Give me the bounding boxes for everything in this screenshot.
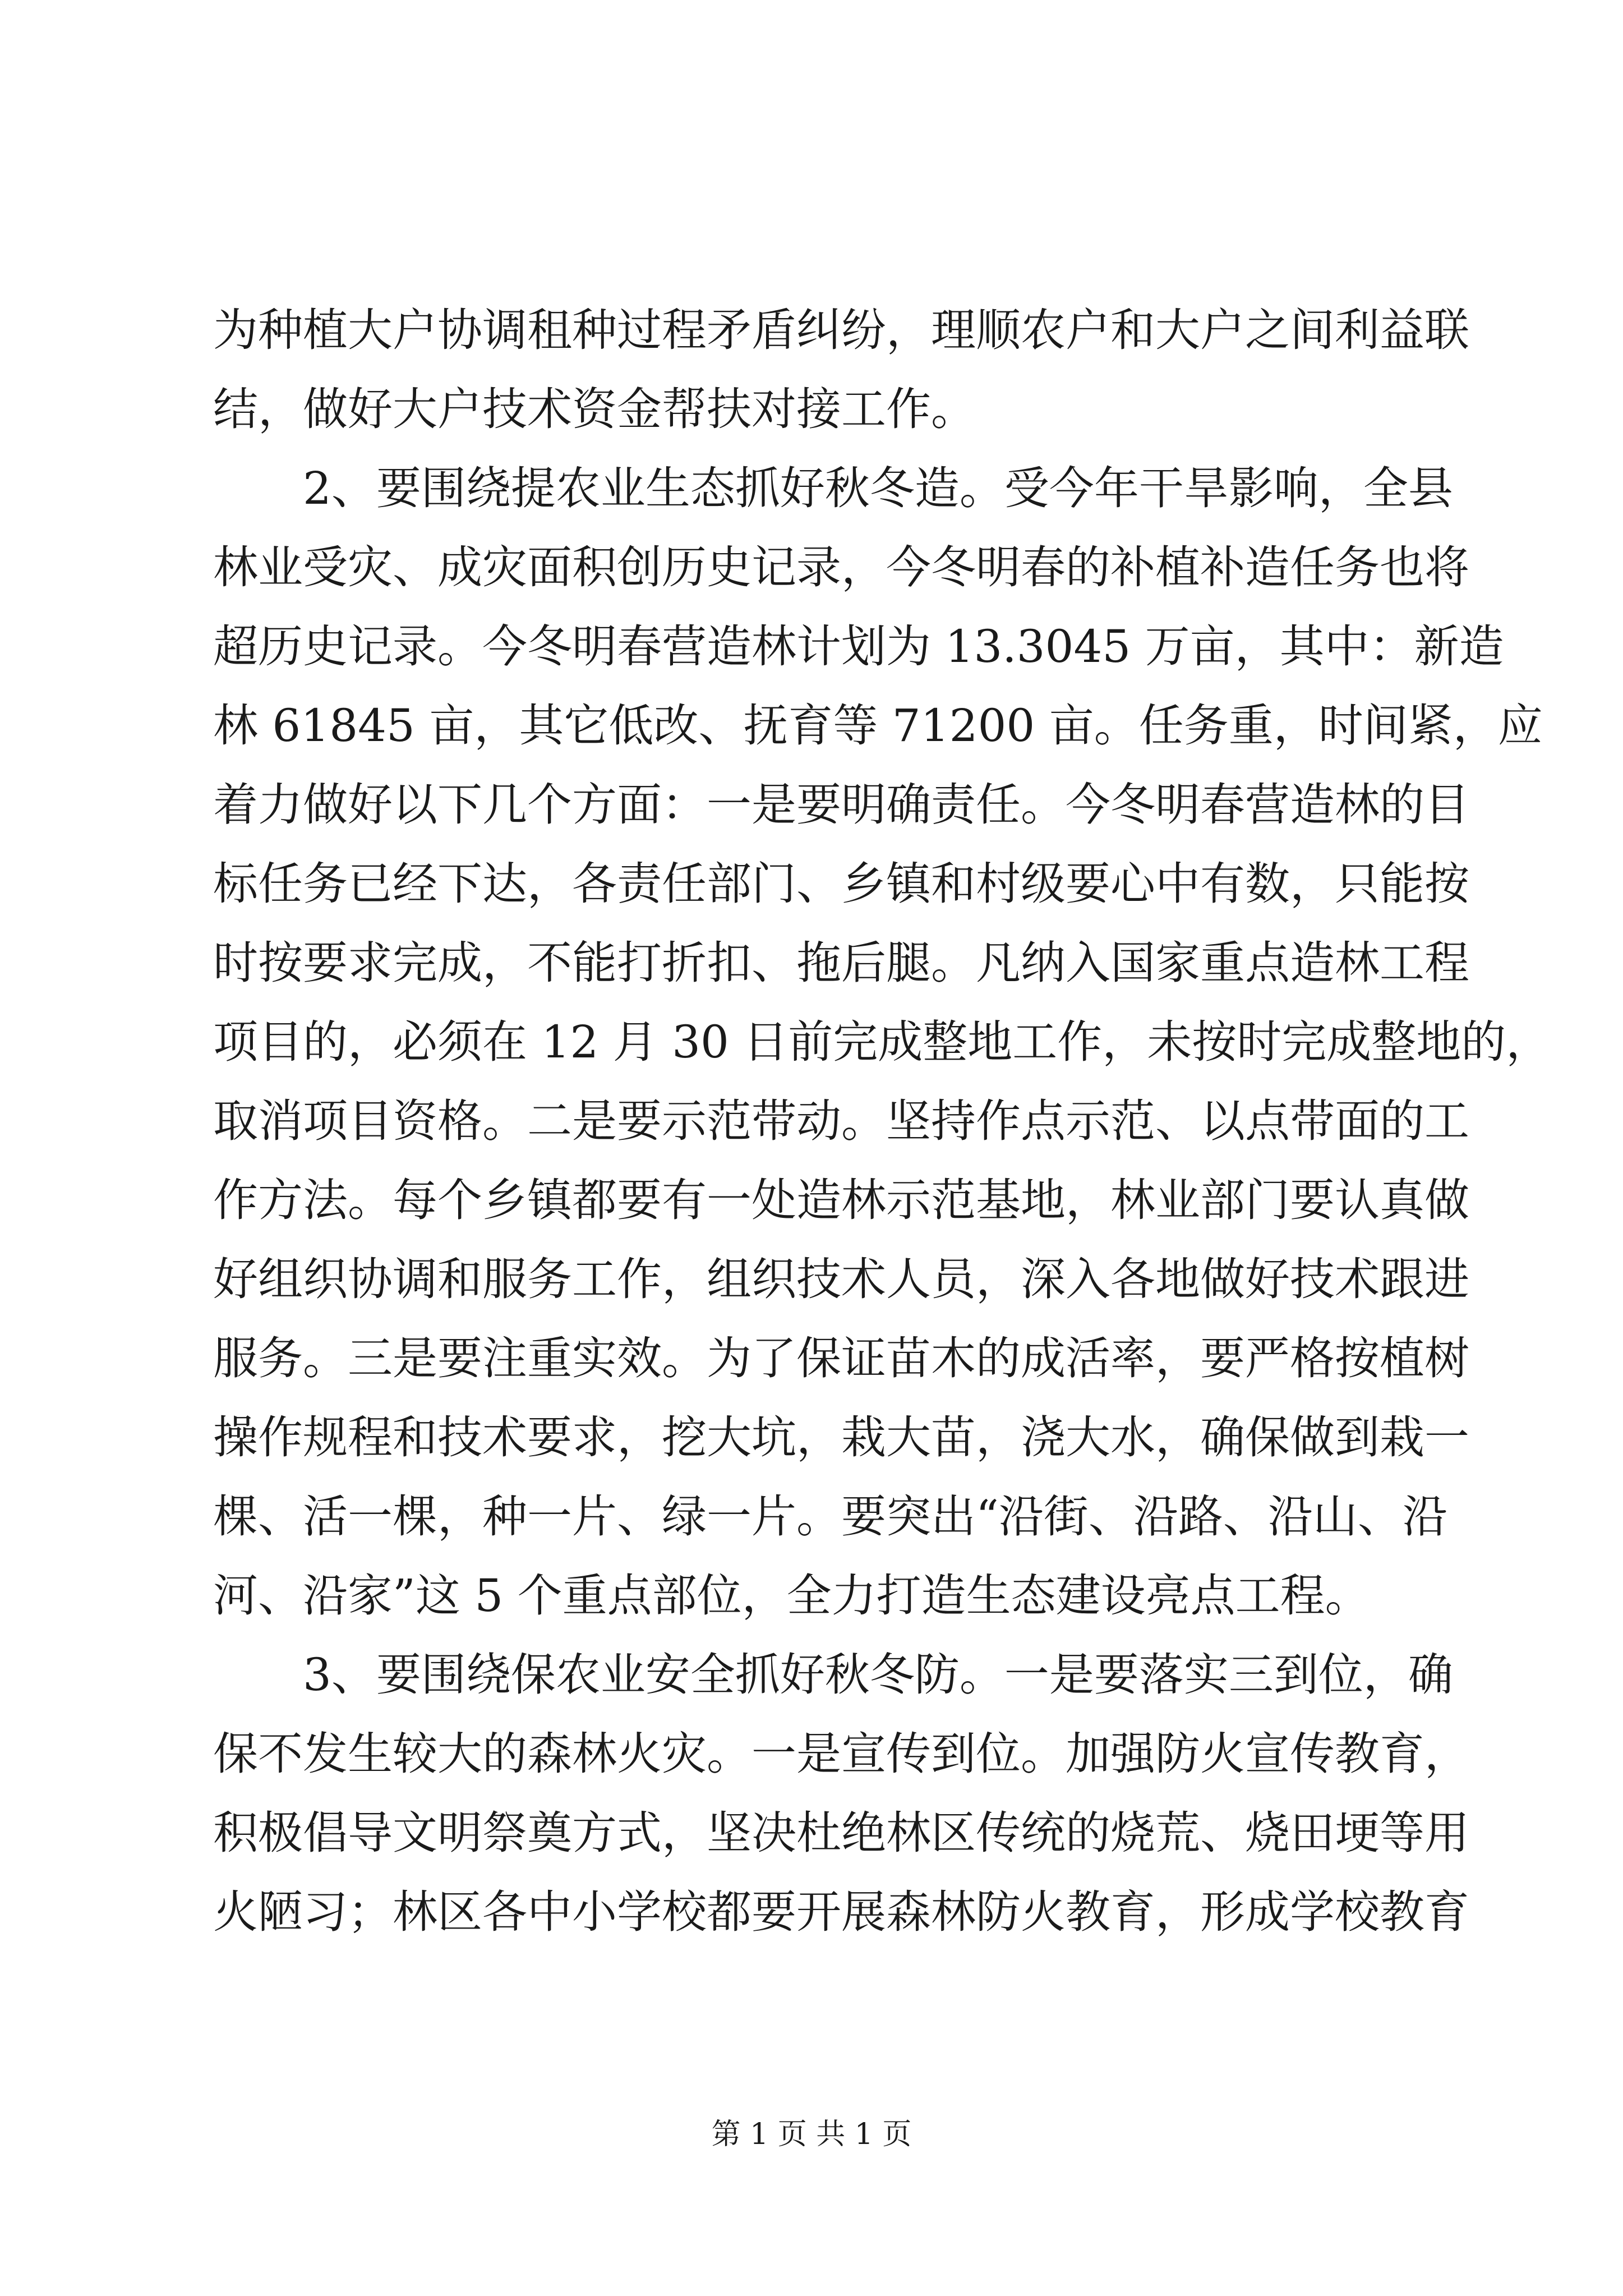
- text-line: 保不发生较大的森林火灾。一是宣传到位。加强防火宣传教育，: [213, 1728, 1469, 1780]
- text-line: 为种植大户协调租种过程矛盾纠纷，理顺农户和大户之间利益联: [213, 304, 1469, 356]
- text-line: 积极倡导文明祭奠方式，坚决杜绝林区传统的烧荒、烧田埂等用: [213, 1807, 1469, 1859]
- text-line: 服务。三是要注重实效。为了保证苗木的成活率，要严格按植树: [213, 1332, 1469, 1384]
- text-line: 火陋习；林区各中小学校都要开展森林防火教育，形成学校教育: [213, 1886, 1469, 1938]
- text-line: 棵、活一棵，种一片、绿一片。要突出“沿街、沿路、沿山、沿: [213, 1490, 1447, 1543]
- text-line: 2、要围绕提农业生态抓好秋冬造。受今年干旱影响，全县: [213, 462, 1453, 514]
- text-line: 取消项目资格。二是要示范带动。坚持作点示范、以点带面的工: [213, 1095, 1469, 1147]
- text-line: 林 61845 亩，其它低改、抚育等 71200 亩。任务重，时间紧，应: [213, 700, 1543, 752]
- text-line: 时按要求完成，不能打折扣、拖后腿。凡纳入国家重点造林工程: [213, 937, 1469, 989]
- text-line: 操作规程和技术要求，挖大坑，栽大苗，浇大水，确保做到栽一: [213, 1411, 1469, 1464]
- text-line: 超历史记录。今冬明春营造林计划为 13.3045 万亩，其中：新造: [213, 620, 1504, 673]
- text-line: 项目的，必须在 12 月 30 日前完成整地工作，未按时完成整地的，: [213, 1016, 1551, 1068]
- text-line: 标任务已经下达，各责任部门、乡镇和村级要心中有数，只能按: [213, 858, 1469, 910]
- text-line: 3、要围绕保农业安全抓好秋冬防。一是要落实三到位，确: [213, 1649, 1453, 1701]
- text-line: 河、沿家”这 5 个重点部位，全力打造生态建设亮点工程。: [213, 1570, 1370, 1622]
- text-line: 结，做好大户技术资金帮扶对接工作。: [213, 383, 976, 435]
- page-footer: [0, 2115, 1623, 2154]
- text-line: 好组织协调和服务工作，组织技术人员，深入各地做好技术跟进: [213, 1253, 1469, 1305]
- text-line: 着力做好以下几个方面：一是要明确责任。今冬明春营造林的目: [213, 779, 1469, 831]
- text-line: 作方法。每个乡镇都要有一处造林示范基地，林业部门要认真做: [213, 1174, 1469, 1226]
- text-line: 林业受灾、成灾面积创历史记录，今冬明春的补植补造任务也将: [213, 541, 1469, 593]
- page-number-label: 第 1 页 共 1 页: [711, 2118, 912, 2151]
- body-text: [213, 291, 1551, 1952]
